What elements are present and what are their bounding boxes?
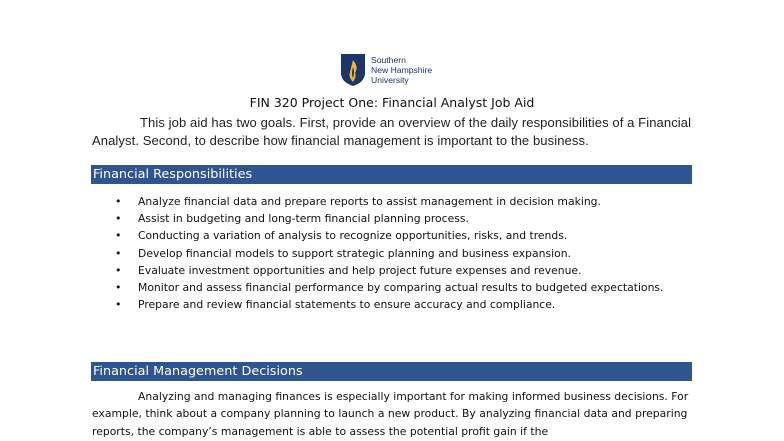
list-item: [92, 262, 692, 279]
logo-wordmark: [371, 55, 432, 85]
bullet-icon: •: [115, 212, 122, 226]
list-item-text: Develop financial models to support strategic planning and business expansion.: [138, 246, 571, 260]
logo-line-3: University: [371, 75, 409, 85]
list-item: [92, 210, 692, 227]
bullet-icon: •: [115, 246, 122, 260]
list-item-text: Prepare and review financial statements to ensure accuracy and compliance.: [138, 298, 556, 312]
decisions-paragraph: Analyzing and managing finances is especially important for making informed business decisions. For example, think about a company planning to launch a new product. By analyzing financial data and preparing reports, the company’s management is able to assess the potential profit gain if the: [92, 390, 689, 438]
list-item: [92, 245, 692, 262]
list-item-text: Evaluate investment opportunities and help project future expenses and revenue.: [138, 263, 582, 277]
flame-shield-icon: [340, 53, 366, 87]
list-item-text: Conducting a variation of analysis to recognize opportunities, risks, and trends.: [138, 229, 568, 243]
document-title: FIN 320 Project One: Financial Analyst Job Aid: [249, 95, 535, 110]
bullet-icon: •: [115, 229, 122, 243]
bullet-icon: •: [115, 298, 122, 312]
list-item-text: Monitor and assess financial performance by comparing actual results to budgeted expectations.: [138, 281, 664, 295]
university-logo: [340, 53, 460, 89]
responsibilities-list: [92, 193, 692, 313]
logo-line-2: New Hampshire: [371, 65, 433, 75]
list-item-text: Analyze financial data and prepare reports to assist management in decision making.: [138, 195, 601, 208]
bullet-icon: •: [115, 263, 122, 277]
list-item-text: Assist in budgeting and long-term financial planning process.: [138, 212, 469, 226]
list-item: [92, 296, 692, 313]
section-heading-financial-management-decisions: Financial Management Decisions: [91, 362, 692, 381]
intro-paragraph: This job aid has two goals. First, provide an overview of the daily responsibilities of a Financial Analyst. Second, to describe how financial management is important to the business.: [92, 115, 692, 148]
section-heading-financial-responsibilities: Financial Responsibilities: [91, 165, 692, 184]
list-item: [92, 227, 692, 244]
logo-line-1: Southern: [371, 55, 406, 65]
list-item: [92, 193, 692, 210]
bullet-icon: •: [115, 281, 122, 295]
list-item: [92, 279, 692, 296]
bullet-icon: •: [115, 195, 122, 208]
